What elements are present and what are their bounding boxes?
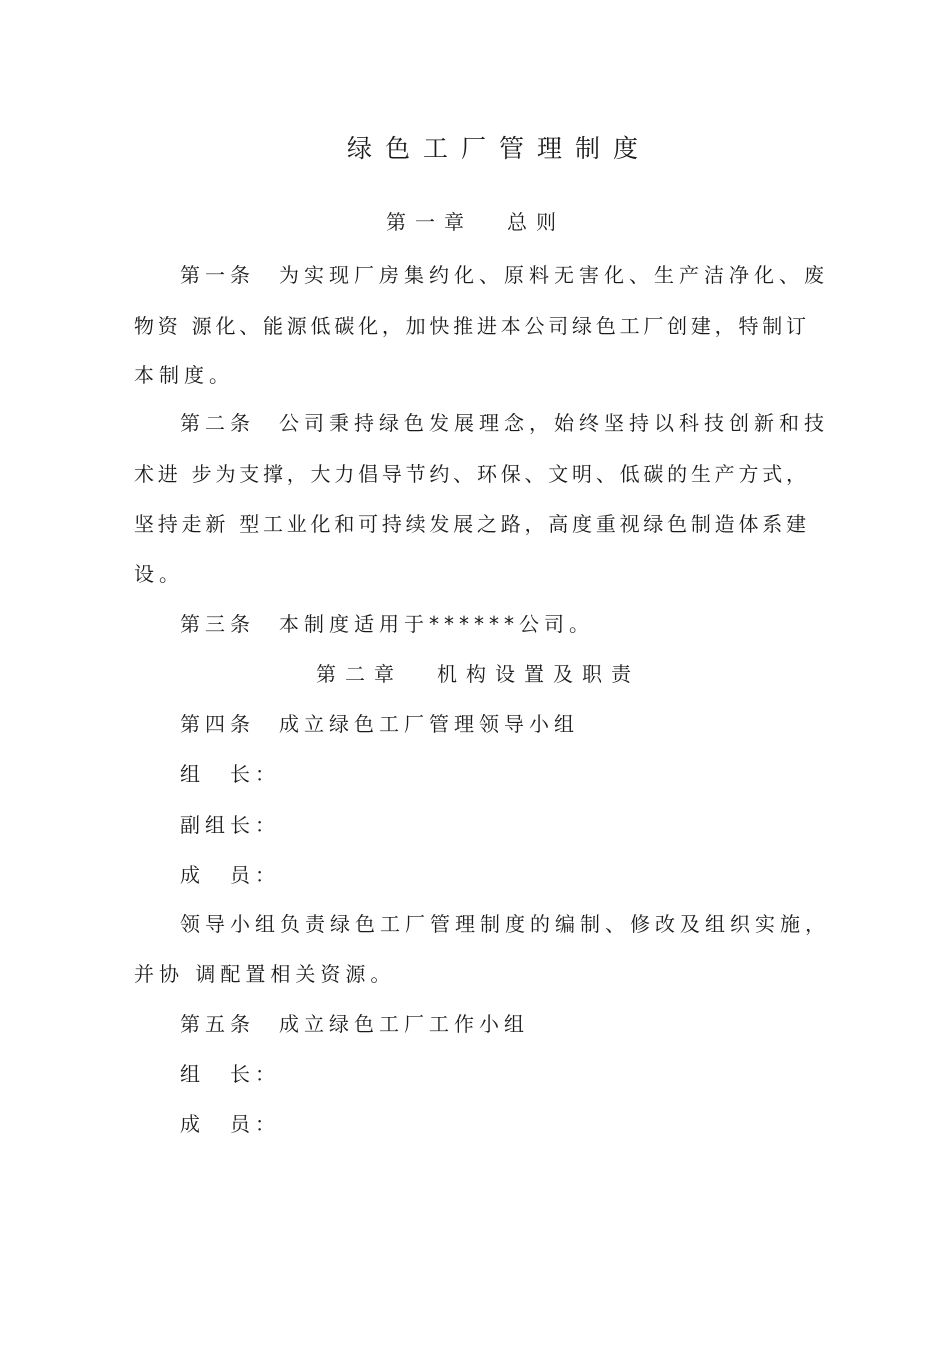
article-4-duty-line-1: 领导小组负责绿色工厂管理制度的编制、修改及组织实施，: [180, 912, 830, 936]
article-4-members: 成 员：: [180, 863, 280, 887]
article-1-line-1: 为实现厂房集约化、原料无害化、生产洁净化、废: [279, 263, 829, 287]
article-2-label: 第二条: [180, 411, 255, 435]
article-1-first-line: [180, 262, 829, 288]
article-4-deputy: 副组长：: [180, 813, 280, 837]
article-1-label: 第一条: [180, 263, 255, 287]
article-5: [180, 1011, 529, 1037]
article-5-members: 成 员：: [180, 1112, 280, 1136]
article-1-line-2: 物资 源化、能源低碳化，加快推进本公司绿色工厂创建，特制订: [134, 314, 806, 338]
article-2-line-2: 术进 步为支撑，大力倡导节约、环保、文明、低碳的生产方式，: [134, 462, 806, 486]
article-2-first-line: [180, 410, 829, 436]
article-3-label: 第三条: [180, 612, 255, 636]
article-3-text: 本制度适用于******公司。: [279, 612, 594, 636]
document-title: 绿色工厂管理制度: [347, 134, 652, 163]
chapter-1-name: 总则: [507, 210, 565, 234]
article-5-text: 成立绿色工厂工作小组: [279, 1012, 529, 1036]
chapter-1-heading: [386, 209, 565, 235]
article-4: [180, 711, 579, 737]
article-3: [180, 611, 594, 637]
chapter-1-number: 第一章: [386, 210, 473, 234]
chapter-2-name: 机构设置及职责: [437, 662, 640, 686]
chapter-2-heading: [316, 661, 640, 687]
article-5-label: 第五条: [180, 1012, 255, 1036]
article-4-text: 成立绿色工厂管理领导小组: [279, 712, 579, 736]
article-2-line-1: 公司秉持绿色发展理念，始终坚持以科技创新和技: [279, 411, 829, 435]
article-4-duty-line-2: 并协 调配置相关资源。: [134, 962, 396, 986]
article-4-leader: 组 长：: [180, 762, 280, 786]
article-4-label: 第四条: [180, 712, 255, 736]
article-2-line-3: 坚持走新 型工业化和可持续发展之路，高度重视绿色制造体系建: [134, 512, 806, 536]
article-2-line-4: 设。: [134, 562, 184, 586]
chapter-2-number: 第二章: [316, 662, 403, 686]
article-5-leader: 组 长：: [180, 1062, 280, 1086]
article-1-line-3: 本制度。: [134, 363, 234, 387]
